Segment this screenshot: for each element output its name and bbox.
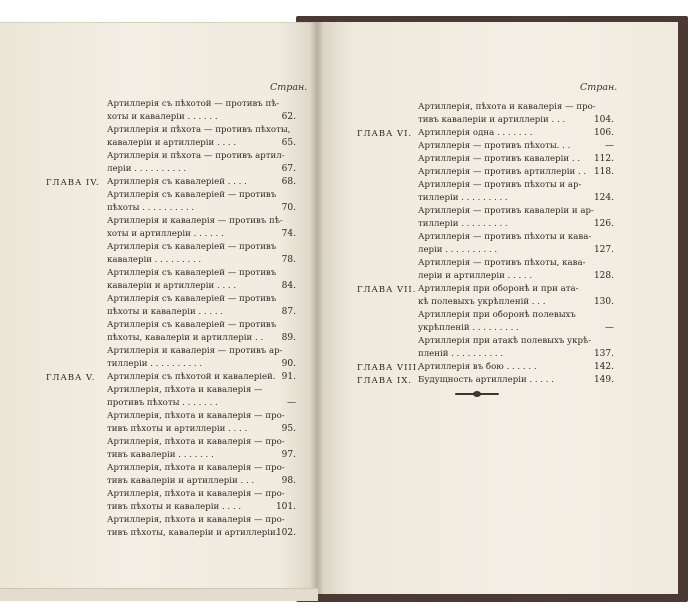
toc-entry-text: тивъ пѣхоты и кавалеріи . . . . (107, 502, 242, 512)
toc-entry-text: пѣхоты, кавалеріи и артиллеріи . . (107, 333, 264, 343)
toc-page-number: 126. (593, 219, 614, 229)
toc-entry-text: Артиллерія въ бою . . . . . . (418, 362, 537, 372)
toc-entry-text: тивъ кавалеріи и артиллеріи . . . (107, 476, 255, 486)
toc-entry-text: Артиллерія и пѣхота — противъ артил- (107, 151, 285, 161)
toc-entry-text: Артиллерія — противъ артиллеріи . . (418, 167, 587, 177)
toc-page-number: 101. (275, 502, 296, 512)
toc-entry-text: тиллеріи . . . . . . . . . (418, 219, 508, 229)
toc-entry-text: Артиллерія, пѣхота и кавалерія — про- (107, 437, 285, 447)
toc-page-number: 149. (593, 375, 614, 385)
toc-page-number: 70. (281, 203, 296, 213)
toc-page-number: 97. (281, 450, 296, 460)
toc-entry-text: кавалеріи и артиллеріи . . . . (107, 281, 237, 291)
toc-page-number: 91. (281, 372, 296, 382)
toc-entry-text: Артиллерія при оборонѣ и при ата- (418, 284, 579, 294)
toc-page-number: — (287, 398, 296, 408)
toc-entry-text: кавалеріи и артиллеріи . . . . (107, 138, 237, 148)
toc-entry-text: тиллеріи . . . . . . . . . . (107, 359, 203, 369)
toc-entry-text: пѣхоты и кавалеріи . . . . . (107, 307, 224, 317)
toc-entry-text: Будущность артиллеріи . . . . . (418, 375, 554, 385)
toc-entry-text: Артиллерія и пѣхота — противъ пѣхоты, (107, 125, 291, 135)
toc-entry-text: Артиллерія, пѣхота и кавалерія — (107, 385, 263, 395)
toc-entry-text: пленій . . . . . . . . . . (418, 349, 504, 359)
toc-entry-text: Артиллерія одна . . . . . . . (418, 128, 533, 138)
toc-entry-text: леріи . . . . . . . . . . (418, 245, 498, 255)
toc-page-number: 102. (275, 528, 296, 538)
toc-entry-text: Артиллерія, пѣхота и кавалерія — про- (107, 515, 285, 525)
toc-page-number: 142. (593, 362, 614, 372)
toc-entry-text: противъ пѣхоты . . . . . . . (107, 398, 218, 408)
toc-page-number: 74. (281, 229, 296, 239)
toc-page-number: 124. (593, 193, 614, 203)
toc-page-number: 130. (593, 297, 614, 307)
toc-entry-text: Артиллерія съ кавалеріей — противъ (107, 294, 277, 304)
toc-entry-text: Артиллерія — противъ кавалеріи и ар- (418, 206, 594, 216)
chapter-label: ГЛАВА IX. (357, 375, 412, 385)
toc-page-number: 95. (281, 424, 296, 434)
toc-page-number: — (605, 141, 614, 151)
toc-entry-text: Артиллерія и кавалерія — противъ ар- (107, 346, 283, 356)
toc-entry-text: Артиллерія при атакѣ полевыхъ укрѣ- (418, 336, 592, 346)
toc-entry-text: Артиллерія — противъ пѣхоты и ар- (418, 180, 582, 190)
toc-entry-text: тиллеріи . . . . . . . . . (418, 193, 508, 203)
toc-entry-text: Артиллерія и кавалерія — противъ пѣ- (107, 216, 283, 226)
chapter-label: ГЛАВА V. (46, 372, 96, 382)
toc-entry-text: Артиллерія — противъ пѣхоты и кава- (418, 232, 592, 242)
toc-entry-text: Артиллерія — противъ кавалеріи . . (418, 154, 581, 164)
page-edge-strip (0, 588, 318, 601)
toc-page-number: 84. (281, 281, 296, 291)
toc-page-number: 89. (281, 333, 296, 343)
chapter-label: ГЛАВА IV. (46, 177, 100, 187)
toc-entry-text: хоты и кавалеріи . . . . . . (107, 112, 218, 122)
toc-entry-text: Артиллерія, пѣхота и кавалерія — про- (107, 489, 285, 499)
toc-page-number: 118. (593, 167, 614, 177)
toc-page-number: 104. (593, 115, 614, 125)
toc-page-number: 62. (281, 112, 296, 122)
toc-entry-text: леріи . . . . . . . . . . (107, 164, 187, 174)
left-page-header: Стран. (270, 82, 308, 93)
toc-page-number: 112. (593, 154, 614, 164)
toc-entry-text: Артиллерія при оборонѣ полевыхъ (418, 310, 576, 320)
toc-page-number: — (605, 323, 614, 333)
ornament-divider (455, 391, 499, 397)
toc-page-number: 127. (593, 245, 614, 255)
toc-page-number: 87. (281, 307, 296, 317)
toc-entry-text: пѣхоты . . . . . . . . . . (107, 203, 195, 213)
toc-entry-text: тивъ пѣхоты, кавалеріи и артиллеріи. (107, 528, 279, 538)
toc-entry-text: тивъ пѣхоты и артиллеріи . . . . (107, 424, 248, 434)
toc-entry-text: Артиллерія, пѣхота и кавалерія — про- (107, 411, 285, 421)
toc-page-number: 90. (281, 359, 296, 369)
toc-page-number: 137. (593, 349, 614, 359)
chapter-label: ГЛАВА VI. (357, 128, 413, 138)
toc-page-number: 98. (281, 476, 296, 486)
toc-entry-text: кѣ полевыхъ укрѣпленій . . . (418, 297, 546, 307)
toc-entry-text: Артиллерія съ кавалеріей — противъ (107, 268, 277, 278)
right-page-header: Стран. (580, 82, 618, 93)
toc-entry-text: Артиллерія съ кавалеріей — противъ (107, 190, 277, 200)
toc-entry-text: Артиллерія съ кавалеріей — противъ (107, 242, 277, 252)
chapter-label: ГЛАВА VII. (357, 284, 417, 294)
toc-entry-text: тивъ кавалеріи . . . . . . . (107, 450, 214, 460)
toc-entry-text: Артиллерія — противъ пѣхоты. . . (418, 141, 571, 151)
chapter-label: ГЛАВА VIII. (357, 362, 421, 372)
toc-page-number: 68. (281, 177, 296, 187)
toc-entry-text: Артиллерія съ пѣхотой и кавалеріей. (107, 372, 276, 382)
toc-page-number: 67. (281, 164, 296, 174)
toc-page-number: 106. (593, 128, 614, 138)
page-gutter-shadow (310, 22, 324, 594)
toc-entry-text: Артиллерія съ пѣхотой — противъ пѣ- (107, 99, 280, 109)
toc-page-number: 65. (281, 138, 296, 148)
toc-entry-text: леріи и артиллеріи . . . . . (418, 271, 533, 281)
toc-page-number: 78. (281, 255, 296, 265)
toc-entry-text: Артиллерія — противъ пѣхоты, кава- (418, 258, 586, 268)
toc-entry-text: тивъ кавалеріи и артиллеріи . . . (418, 115, 566, 125)
toc-page-number: 128. (593, 271, 614, 281)
toc-entry-text: кавалеріи . . . . . . . . . (107, 255, 202, 265)
toc-entry-text: Артиллерія, пѣхота и кавалерія — про- (418, 102, 596, 112)
toc-entry-text: Артиллерія съ кавалеріей . . . . (107, 177, 247, 187)
toc-entry-text: хоты и артиллеріи . . . . . . (107, 229, 224, 239)
toc-entry-text: укрѣпленій . . . . . . . . . (418, 323, 519, 333)
toc-entry-text: Артиллерія съ кавалеріей — противъ (107, 320, 277, 330)
toc-entry-text: Артиллерія, пѣхота и кавалерія — про- (107, 463, 285, 473)
